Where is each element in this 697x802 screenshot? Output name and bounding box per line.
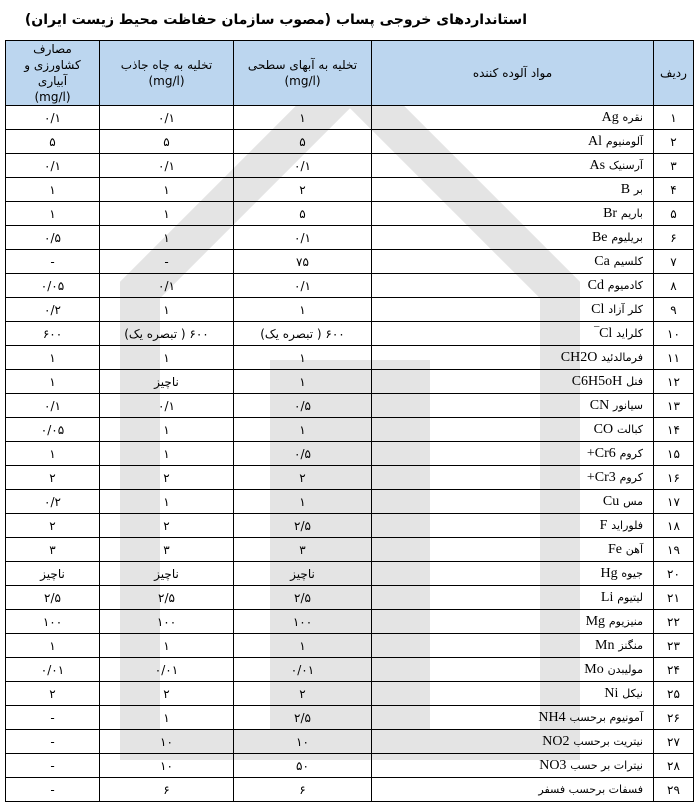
well-limit: ۱۰۰ [100,610,234,634]
pollutant-symbol: C6H5oH [571,374,623,389]
pollutant-cell [372,682,654,706]
agri-limit: ۰/۱ [6,154,100,178]
pollutant-symbol: Cl [591,302,605,317]
header-idx: ردیف [654,41,694,106]
agri-limit: ۰/۰۱ [6,658,100,682]
row-index: ۲۳ [654,634,694,658]
pollutant-name: نیتریت برحسب [573,735,643,748]
agri-limit: ۱۰۰ [6,610,100,634]
pollutant-name: کروم [619,447,643,460]
pollutant-cell [372,610,654,634]
row-index: ۳ [654,154,694,178]
well-limit: ۱ [100,346,234,370]
well-limit: ۱ [100,178,234,202]
agri-limit: ۲ [6,466,100,490]
surface-limit: ۲/۵ [234,586,372,610]
surface-limit: ۱ [234,370,372,394]
pollutant-symbol: Ni [604,686,619,701]
table-row [6,610,694,634]
pollutant-cell [372,202,654,226]
surface-limit: ۵ [234,202,372,226]
well-limit: ۶۰۰ ( تبصره یک) [100,322,234,346]
header-agri-label: مصارف کشاورزی و آبیاری [24,42,81,88]
table-row [6,442,694,466]
pollutant-name: کادمیوم [607,279,643,292]
pollutant-cell [372,274,654,298]
pollutant-symbol: Al [588,134,603,149]
pollutant-cell [372,346,654,370]
well-limit: ۱ [100,418,234,442]
well-limit: ۳ [100,538,234,562]
pollutant-cell [372,538,654,562]
pollutant-cell [372,154,654,178]
pollutant-symbol: B [620,182,631,197]
pollutant-name: آلومنیوم [605,135,643,148]
well-limit: ۰/۱ [100,274,234,298]
page-title: استانداردهای خروجی پساب (مصوب سازمان حفاظت محیط زیست ایران) [24,12,527,28]
agri-limit: ۲/۵ [6,586,100,610]
pollutant-name: لیتیوم [617,591,643,604]
agri-limit: - [6,706,100,730]
table-row [6,466,694,490]
row-index: ۱۸ [654,514,694,538]
surface-limit: ۲ [234,178,372,202]
well-limit: ۲ [100,514,234,538]
row-index: ۱۰ [654,322,694,346]
row-index: ۲۹ [654,778,694,802]
surface-limit: ۱ [234,418,372,442]
well-limit: - [100,250,234,274]
table-row [6,538,694,562]
agri-limit: ۱ [6,202,100,226]
surface-limit: ۱۰۰ [234,610,372,634]
pollutant-symbol: Cd [587,278,604,293]
well-limit: ۶ [100,778,234,802]
row-index: ۱۹ [654,538,694,562]
well-limit: ۲ [100,682,234,706]
surface-limit: ۳ [234,538,372,562]
row-index: ۲۷ [654,730,694,754]
surface-limit: ۲ [234,466,372,490]
agri-limit: ۰/۵ [6,226,100,250]
pollutant-symbol: CO [593,422,614,437]
agri-limit: - [6,778,100,802]
pollutant-cell [372,658,654,682]
agri-limit: ۵ [6,130,100,154]
pollutant-symbol: Cr3+ [586,470,616,485]
pollutant-symbol: Br [603,206,618,221]
table-row [6,106,694,130]
agri-limit: ۱ [6,634,100,658]
pollutant-name: کلراید [616,327,643,340]
pollutant-symbol: NO2 [542,734,570,749]
agri-limit: ۰/۰۵ [6,418,100,442]
header-pollutant: مواد آلوده کننده [372,41,654,106]
surface-limit: ۲/۵ [234,706,372,730]
pollutant-name: آهن [625,543,643,556]
pollutant-name: منیزیوم [608,615,643,628]
surface-limit: ۱ [234,298,372,322]
pollutant-cell [372,370,654,394]
pollutant-name: فرمالدئید [601,351,643,364]
row-index: ۱۱ [654,346,694,370]
table-row [6,634,694,658]
agri-limit: ۱ [6,346,100,370]
table-row [6,250,694,274]
agri-limit: ۲ [6,514,100,538]
row-index: ۷ [654,250,694,274]
pollutant-cell [372,442,654,466]
table-row [6,370,694,394]
pollutant-name: کلر آزاد [608,303,643,316]
table-row [6,706,694,730]
pollutant-symbol: Ca [594,254,610,269]
row-index: ۱۳ [654,394,694,418]
pollutant-symbol: Fe [607,542,622,557]
table-row [6,418,694,442]
well-limit: ۲/۵ [100,586,234,610]
pollutant-name: منگنز [618,639,643,652]
agri-limit: - [6,754,100,778]
surface-limit: ۰/۰۱ [234,658,372,682]
table-row [6,586,694,610]
row-index: ۲۶ [654,706,694,730]
pollutant-cell [372,394,654,418]
row-index: ۲۰ [654,562,694,586]
pollutant-symbol: Mn [595,638,615,653]
agri-limit: ۰/۲ [6,298,100,322]
well-limit: ۱ [100,226,234,250]
pollutant-name: بریلیوم [611,231,643,244]
pollutant-symbol: Mg [585,614,606,629]
table-row [6,154,694,178]
row-index: ۴ [654,178,694,202]
well-limit: ۱ [100,442,234,466]
well-limit: ۰/۰۱ [100,658,234,682]
surface-limit: ۲/۵ [234,514,372,538]
agri-limit: ناچیز [6,562,100,586]
pollutant-symbol: Be [591,230,608,245]
header-well [100,41,234,106]
agri-limit: - [6,250,100,274]
pollutant-symbol: NO3 [539,758,567,773]
row-index: ۹ [654,298,694,322]
agri-limit: ۰/۲ [6,490,100,514]
surface-limit: ۶۰۰ ( تبصره یک) [234,322,372,346]
surface-limit: ۰/۱ [234,226,372,250]
pollutant-symbol: Mo [584,662,604,677]
pollutant-symbol: Cl‾ [594,326,613,341]
pollutant-symbol: CN [589,398,610,413]
surface-limit: ناچیز [234,562,372,586]
surface-limit: ۶ [234,778,372,802]
surface-limit: ۰/۵ [234,394,372,418]
header-surface-unit: (mg/l) [284,74,321,88]
table-row [6,274,694,298]
pollutant-name: باریم [620,207,643,220]
well-limit: ۰/۱ [100,154,234,178]
pollutant-symbol: As [589,158,606,173]
agri-limit: ۱ [6,442,100,466]
pollutant-cell [372,466,654,490]
table-row [6,298,694,322]
table-row [6,682,694,706]
row-index: ۲۵ [654,682,694,706]
pollutant-name: آرسنیک [608,159,643,172]
surface-limit: ۱ [234,490,372,514]
well-limit: ۱۰ [100,730,234,754]
pollutant-name: جیوه [621,567,643,580]
well-limit: ۱۰ [100,754,234,778]
table-row [6,178,694,202]
pollutant-cell [372,418,654,442]
agri-limit: ۲ [6,682,100,706]
pollutant-cell [372,178,654,202]
pollutant-cell [372,562,654,586]
table-row [6,658,694,682]
surface-limit: ۷۵ [234,250,372,274]
row-index: ۲۸ [654,754,694,778]
row-index: ۲۲ [654,610,694,634]
well-limit: ناچیز [100,562,234,586]
pollutant-cell [372,754,654,778]
pollutant-cell [372,634,654,658]
agri-limit: ۱ [6,370,100,394]
pollutant-name: مس [623,495,643,508]
pollutant-name: فسفات برحسب فسفر [538,783,643,796]
pollutant-cell [372,490,654,514]
well-limit: ۱ [100,490,234,514]
pollutant-cell [372,730,654,754]
pollutant-name: کلسیم [613,255,643,268]
surface-limit: ۵۰ [234,754,372,778]
pollutant-cell [372,586,654,610]
table-row [6,514,694,538]
pollutant-name: نقره [622,111,643,124]
pollutant-symbol: Cu [602,494,620,509]
surface-limit: ۰/۱ [234,274,372,298]
agri-limit: ۳ [6,538,100,562]
pollutant-cell [372,226,654,250]
table-row [6,562,694,586]
pollutant-name: بر [633,183,643,196]
row-index: ۸ [654,274,694,298]
header-surface-label: تخلیه به آبهای سطحی [247,58,358,72]
agri-limit: ۰/۰۵ [6,274,100,298]
table-row [6,130,694,154]
well-limit: ۱ [100,202,234,226]
agri-limit: - [6,730,100,754]
pollutant-cell [372,250,654,274]
pollutant-symbol: CH2O [560,350,598,365]
pollutant-name: فلوراید [611,519,643,532]
well-limit: ۲ [100,466,234,490]
table-row [6,490,694,514]
table-row [6,322,694,346]
well-limit: ۱ [100,634,234,658]
table-row [6,730,694,754]
surface-limit: ۵ [234,130,372,154]
pollutant-cell [372,706,654,730]
surface-limit: ۱۰ [234,730,372,754]
header-agri-unit: (mg/l) [34,90,71,104]
row-index: ۱۲ [654,370,694,394]
pollutant-symbol: Cr6+ [586,446,616,461]
pollutant-name: کروم [619,471,643,484]
table-row [6,202,694,226]
surface-limit: ۰/۱ [234,154,372,178]
pollutant-name: فنل [626,375,643,388]
pollutant-name: آمونیوم برحسب [569,711,643,724]
header-well-label: تخلیه به چاه جاذب [120,58,213,72]
row-index: ۱۴ [654,418,694,442]
pollutant-symbol: Hg [600,566,618,581]
surface-limit: ۱ [234,106,372,130]
pollutant-name: نیترات بر حسب [570,759,643,772]
well-limit: ۰/۱ [100,106,234,130]
wastewater-standards-table [5,40,694,802]
pollutant-symbol: F [599,518,608,533]
pollutant-cell [372,130,654,154]
agri-limit: ۶۰۰ [6,322,100,346]
pollutant-cell [372,322,654,346]
row-index: ۱۷ [654,490,694,514]
pollutant-name: نیکل [622,687,643,700]
well-limit: ۰/۱ [100,394,234,418]
pollutant-cell [372,514,654,538]
surface-limit: ۱ [234,346,372,370]
agri-limit: ۰/۱ [6,394,100,418]
pollutant-cell [372,298,654,322]
pollutant-name: سیانور [613,399,643,412]
row-index: ۲۱ [654,586,694,610]
row-index: ۵ [654,202,694,226]
pollutant-cell [372,106,654,130]
header-agri [6,41,100,106]
table-row [6,346,694,370]
table-row [6,754,694,778]
row-index: ۶ [654,226,694,250]
well-limit: ناچیز [100,370,234,394]
well-limit: ۱ [100,298,234,322]
pollutant-name: کبالت [616,423,643,436]
agri-limit: ۰/۱ [6,106,100,130]
header-surface [234,41,372,106]
table-header-row [6,41,694,106]
pollutant-symbol: Ag [601,110,619,125]
pollutant-symbol: NH4 [538,710,566,725]
row-index: ۱ [654,106,694,130]
well-limit: ۵ [100,130,234,154]
pollutant-symbol: Li [600,590,614,605]
surface-limit: ۱ [234,634,372,658]
row-index: ۱۵ [654,442,694,466]
row-index: ۱۶ [654,466,694,490]
table-row [6,226,694,250]
row-index: ۲ [654,130,694,154]
header-well-unit: (mg/l) [148,74,185,88]
row-index: ۲۴ [654,658,694,682]
agri-limit: ۱ [6,178,100,202]
surface-limit: ۲ [234,682,372,706]
well-limit: ۱ [100,706,234,730]
pollutant-name: مولیبدن [607,663,643,676]
surface-limit: ۰/۵ [234,442,372,466]
table-row [6,394,694,418]
